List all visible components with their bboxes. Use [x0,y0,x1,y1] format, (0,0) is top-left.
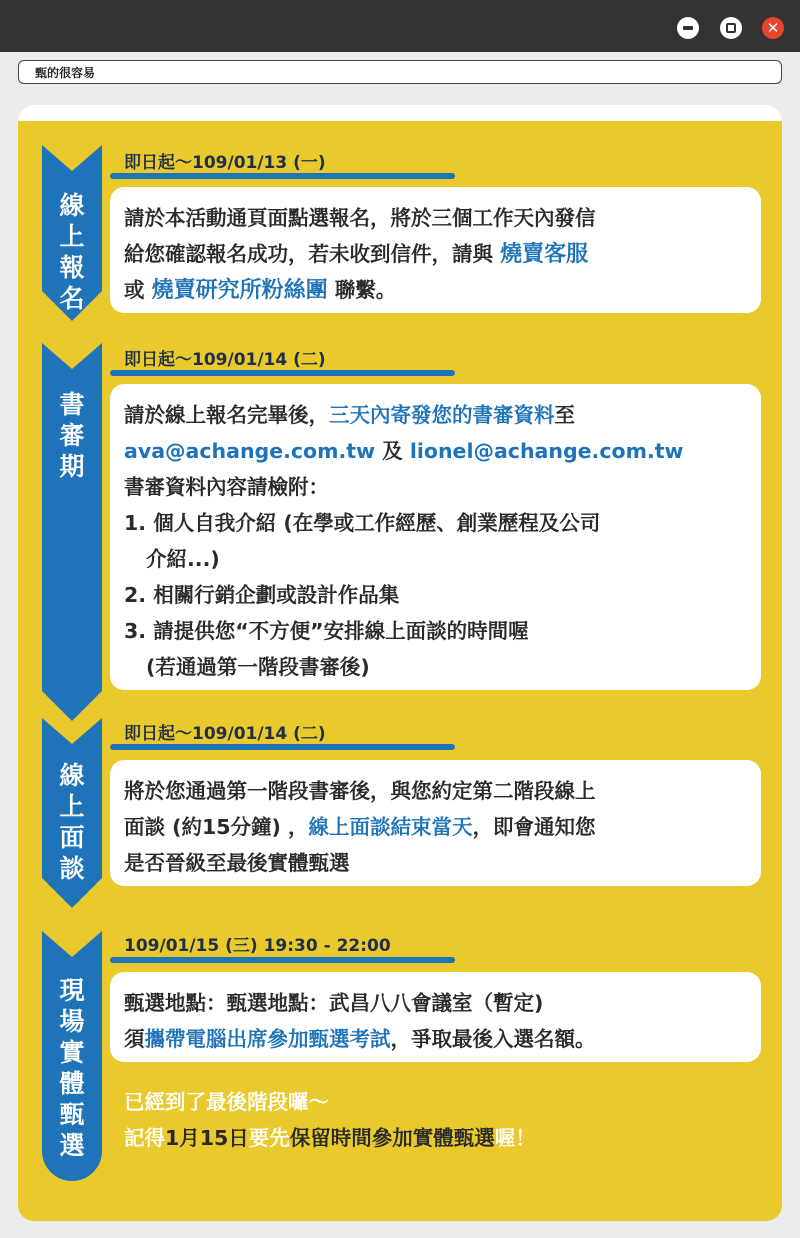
text-line: 或 燒賣研究所粉絲團 聯繫。 [124,278,397,303]
stage-date-document-review: 即日起～109/01/14 (二) [124,350,326,370]
list-item-continuation: (若通過第一階段書審後) [146,655,370,679]
stage-date-online-interview: 即日起～109/01/14 (二) [124,724,326,744]
address-bar[interactable] [18,60,782,84]
stage-bar-document-review [42,343,102,721]
date-underline [110,957,455,963]
stage-label-document-review: 書 審 期 [59,390,85,481]
window-titlebar [0,0,800,52]
stage-box-online-interview [110,760,761,886]
stage-date-onsite-selection: 109/01/15 (三) 19:30 - 22:00 [124,936,391,956]
card-top-strip [18,105,782,121]
text-line: 將於您通過第一階段書審後，與您約定第二階段線上 [124,779,596,803]
stage-bar-online-interview [42,718,102,908]
text-line: 書審資料內容請檢附： [124,475,329,499]
close-icon[interactable]: ✕ [762,17,784,39]
date-underline [110,173,455,179]
email-link-lionel[interactable]: lionel@achange.com.tw [409,439,684,463]
list-item: 1. 個人自我介紹 (在學或工作經歷、創業歷程及公司 [124,511,601,535]
date-underline [110,744,455,750]
text-line: 請於本活動通頁面點選報名，將於三個工作天內發信 [124,206,596,230]
stage-box-onsite-selection [110,972,761,1062]
final-notice-line2: 記得1月15日要先保留時間參加實體甄選喔！ [124,1126,536,1150]
text-line: 給您確認報名成功，若未收到信件，請與 燒賣客服 [124,242,589,267]
stage-date-registration: 即日起～109/01/13 (一) [124,153,326,173]
text-line: 是否晉級至最後實體甄選 [124,851,350,875]
stage-label-onsite-selection: 現 場 實 體 甄 選 [59,976,85,1160]
stage-label-online-interview: 線 上 面 談 [59,761,85,883]
minimize-icon[interactable] [677,17,699,39]
timeline-card [18,105,782,1221]
text-line: 請於線上報名完畢後，三天內寄發您的書審資料至 [124,403,575,427]
text-line: 面談 (約15分鐘) ，線上面談結束當天，即會通知您 [124,815,596,839]
maximize-icon[interactable] [720,17,742,39]
final-notice-line1: 已經到了最後階段囉～ [124,1090,329,1114]
address-text: 甄的很容易 [35,66,96,80]
customer-service-link[interactable]: 燒賣客服 [500,242,589,267]
stage-box-registration [110,187,761,313]
text-line: 甄選地點：甄選地點：武昌八八會議室（暫定) [124,991,544,1015]
list-item: 3. 請提供您“不方便”安排線上面談的時間喔 [124,619,529,643]
stage-bar-onsite-selection [42,931,102,1181]
email-link-ava[interactable]: ava@achange.com.tw [124,439,376,463]
date-underline [110,370,455,376]
stage-bar-registration [42,145,102,321]
stage-box-document-review [110,384,761,690]
stage-label-registration: 線 上 報 名 [59,191,85,313]
list-item-continuation: 介紹...) [146,547,220,571]
list-item: 2. 相關行銷企劃或設計作品集 [124,583,400,607]
text-line: 須攜帶電腦出席參加甄選考試，爭取最後入選名額。 [124,1027,596,1051]
text-line: ava@achange.com.tw 及 lionel@achange.com.tw [124,439,684,463]
fan-page-link[interactable]: 燒賣研究所粉絲團 [151,278,328,303]
